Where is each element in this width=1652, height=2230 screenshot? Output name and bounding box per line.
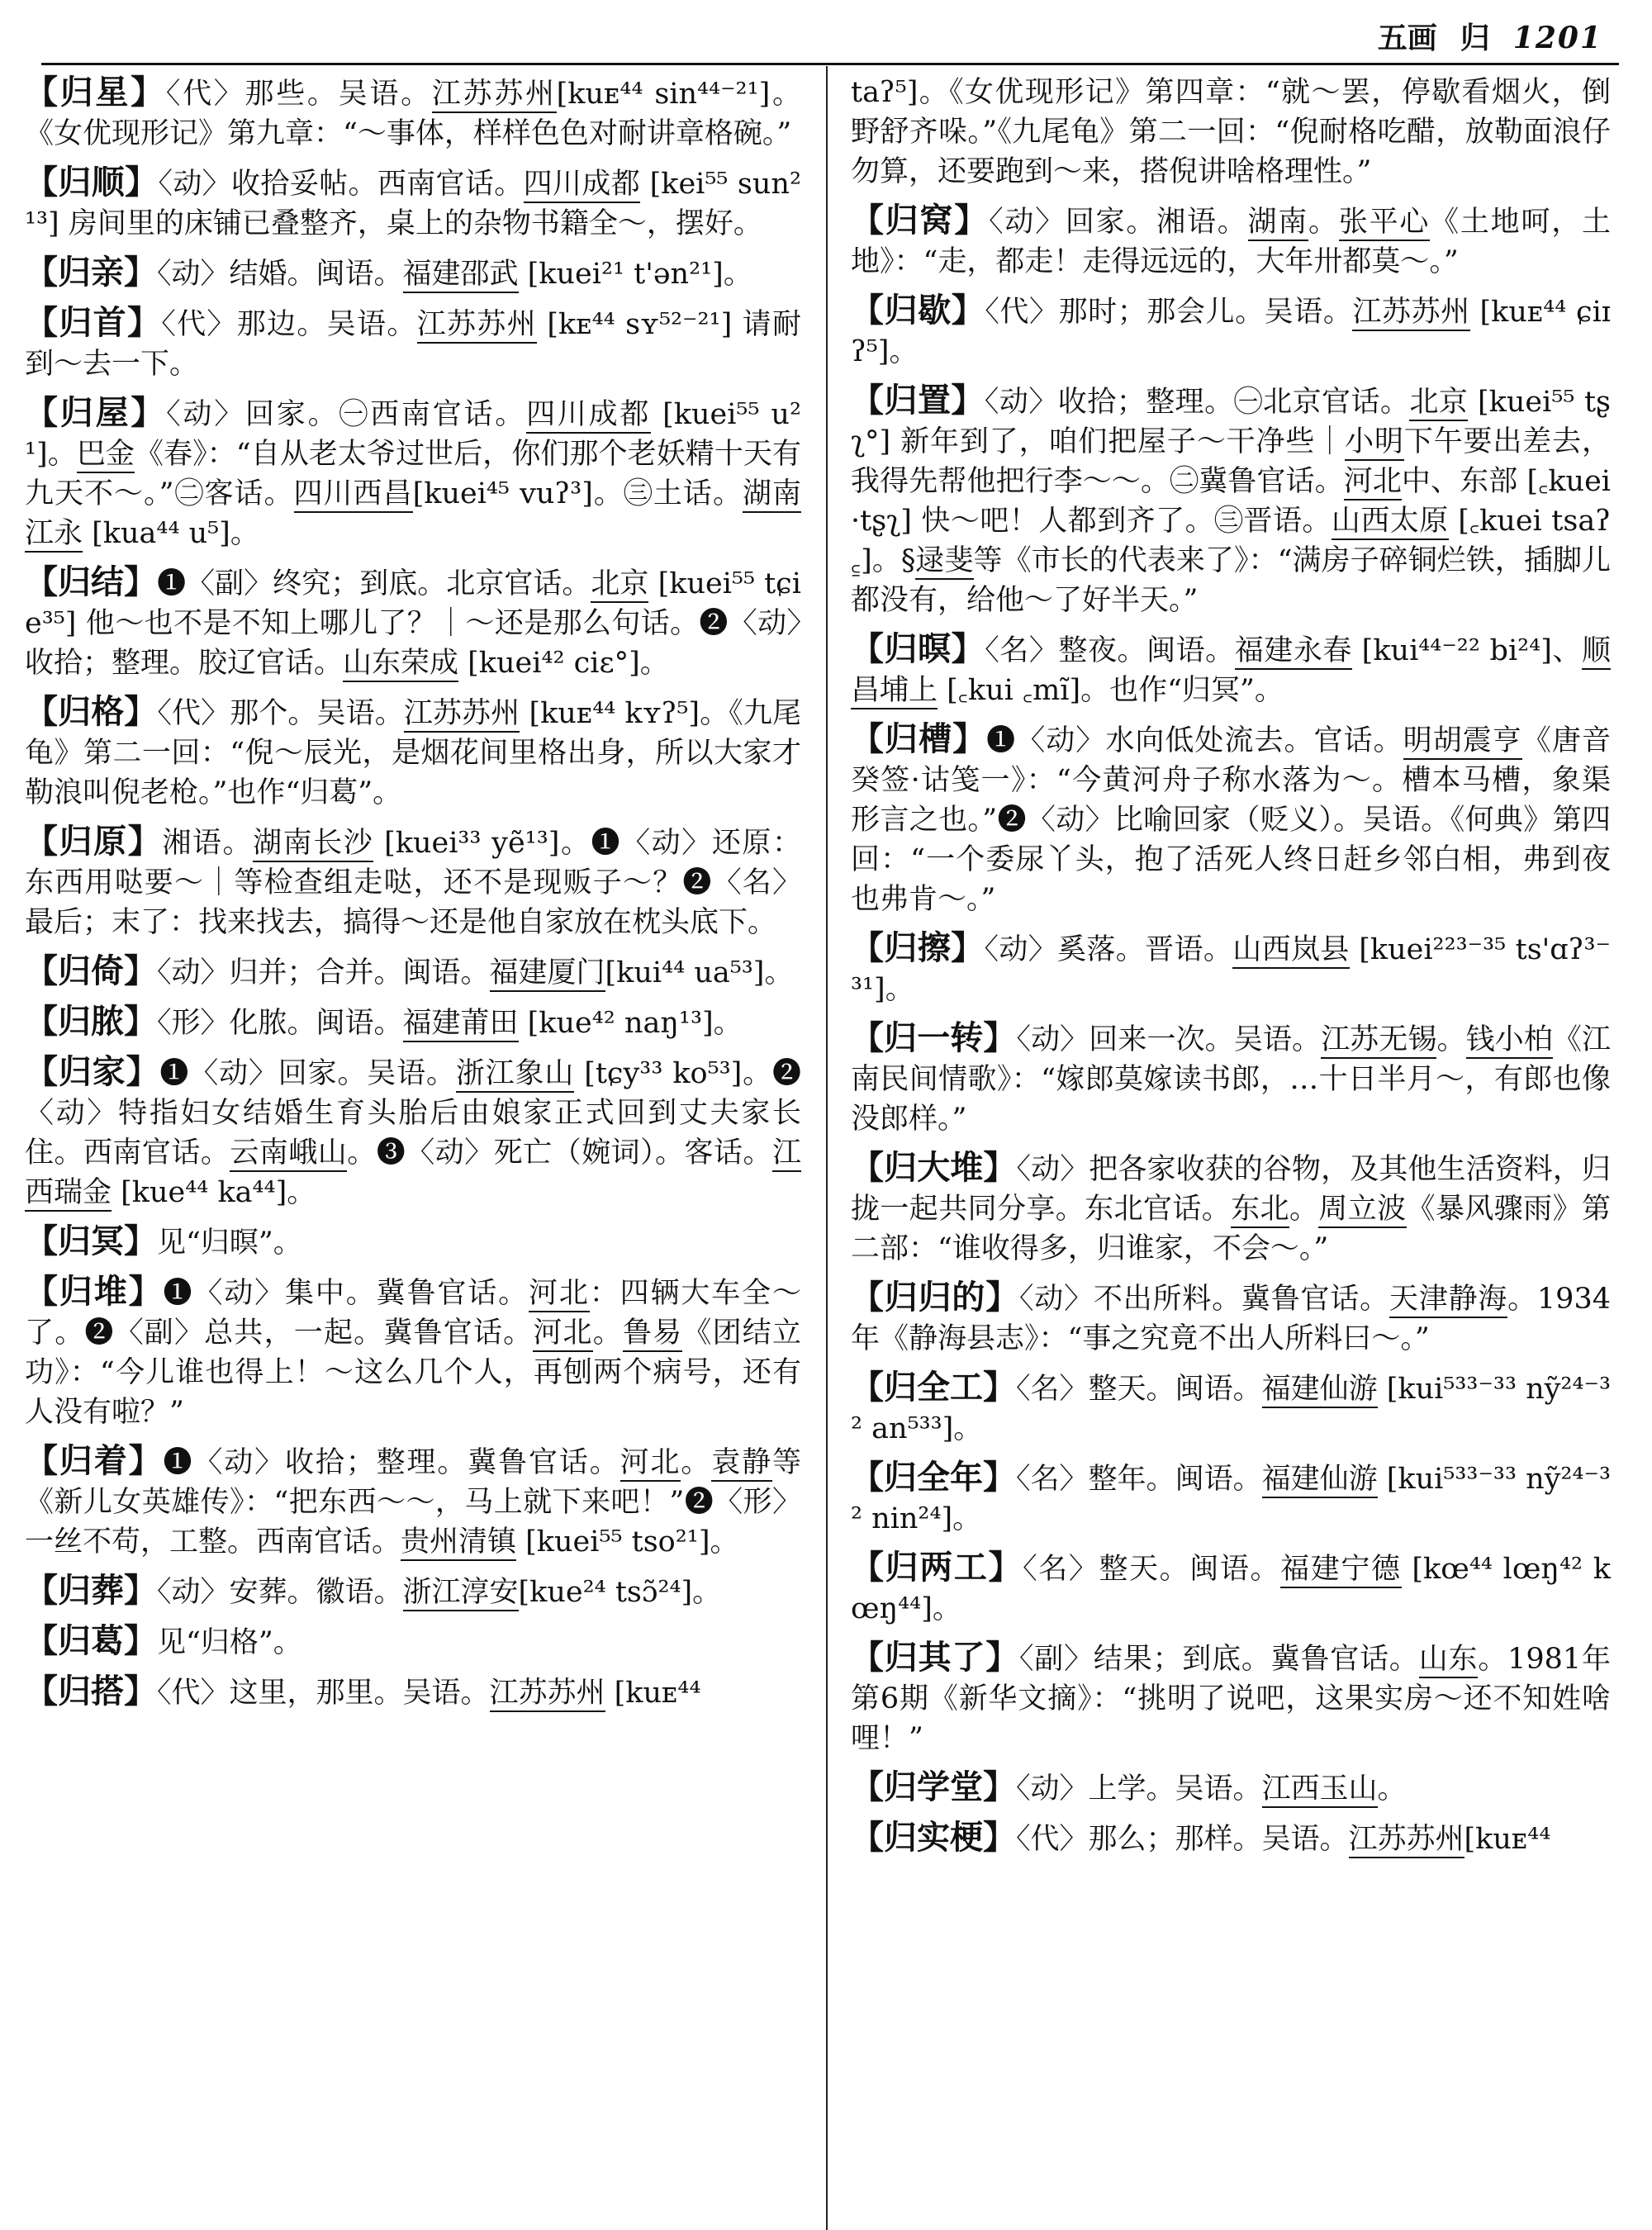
underlined-place-name: 巴金 [77, 438, 135, 473]
header-rule [41, 63, 1619, 65]
entry-text: [kui⁵³³⁻³³ nỹ²⁴⁻³² an⁵³³]。 [851, 1373, 1611, 1445]
entry-headword: 【归结】 [25, 562, 158, 601]
underlined-place-name: 袁静 [711, 1446, 772, 1482]
entry-text: 见“归暝”。 [157, 1226, 302, 1260]
dictionary-entry [25, 303, 801, 384]
dictionary-entry [25, 73, 801, 154]
dictionary-entry [851, 1458, 1611, 1539]
entry-text: [kue²⁴ tsɔ̃²⁴]。 [518, 1576, 722, 1609]
entry-headword: 【归堆】 [25, 1272, 164, 1311]
entry-text: 《土地呵，土地》：“走，都走！走得远远的，大年卅都莫～。” [851, 206, 1611, 278]
underlined-place-name: 江西瑞金 [25, 1136, 801, 1212]
underlined-place-name: 福建莆田 [403, 1007, 519, 1042]
entry-text: 见“归格”。 [157, 1626, 302, 1659]
underlined-place-name: 四川西昌 [294, 477, 413, 513]
entry-headword: 【归顺】 [25, 163, 159, 202]
underlined-place-name: 湖南 [1248, 206, 1309, 241]
entry-headword: 【归亲】 [25, 253, 157, 292]
underlined-place-name: 山东 [1419, 1643, 1479, 1678]
entry-text: 〈动〉结婚。闽语。 [157, 258, 403, 291]
dictionary-entry [25, 951, 801, 993]
underlined-place-name: 张平心 [1339, 206, 1430, 241]
dictionary-entry [25, 163, 801, 244]
entry-text: ❶〈动〉集中。冀鲁官话。 [163, 1277, 529, 1310]
entry-text: [kuᴇ⁴⁴ [1464, 1823, 1551, 1856]
entry-text: 〈代〉这里，那里。吴语。 [157, 1677, 490, 1710]
entry-text: 。 [681, 1446, 712, 1479]
dictionary-entry [25, 1621, 801, 1663]
underlined-place-name: 明 [1403, 724, 1433, 760]
entry-text: 《春》：“自从老太爷过世后，你们那个老妖精十天有九天不～。”㊁客话。 [25, 438, 801, 510]
entry-text: [kᴇ⁴⁴ sʏ⁵²⁻²¹] 请耐到～去一下。 [25, 308, 802, 381]
entry-headword: 【归归的】 [851, 1278, 1019, 1317]
dictionary-entry [851, 629, 1611, 710]
dictionary-entry [851, 291, 1611, 372]
dictionary-entry [851, 1818, 1611, 1859]
underlined-place-name: 北京 [1409, 386, 1468, 421]
entry-headword: 【归着】 [25, 1441, 164, 1480]
underlined-place-name: 福建仙游 [1262, 1373, 1378, 1408]
dictionary-entry [851, 381, 1611, 620]
entry-text: [kuei⁴⁵ vuʔ³]。㊂土话。 [412, 477, 743, 510]
entry-headword: 【归家】 [25, 1052, 160, 1091]
entry-text: 〈动〉安葬。徽语。 [157, 1576, 403, 1609]
underlined-place-name: 山西岚县 [1232, 933, 1349, 969]
section-label: 五画 [1377, 21, 1437, 55]
entry-headword: 【归葬】 [25, 1571, 157, 1610]
underlined-place-name: 福建仙游 [1262, 1463, 1378, 1498]
entry-headword: 【归暝】 [851, 629, 985, 668]
underlined-place-name: 福建宁德 [1280, 1553, 1401, 1588]
page-number: 1201 [1512, 21, 1602, 55]
entry-headword: 【归置】 [851, 381, 985, 420]
underlined-place-name: 山西太原 [1332, 505, 1449, 540]
entry-text: 《暴风骤雨》第二部：“谁收得多，归谁家，不会～。” [851, 1193, 1611, 1265]
entry-text: 〈名〉整天。闽语。 [1016, 1373, 1262, 1406]
right-column [851, 73, 1611, 1868]
entry-text: ❶〈动〉回家。吴语。 [159, 1057, 456, 1090]
dictionary-entry [25, 822, 801, 942]
entry-text: ❶〈副〉终究；到底。北京官话。 [157, 567, 591, 600]
entry-headword: 【归实梗】 [851, 1818, 1016, 1857]
underlined-place-name: 浙江淳安 [403, 1576, 519, 1611]
underlined-place-name: 湖南长沙 [253, 827, 373, 862]
entry-text: 中、东部 [꜀kuei ·tʂʅ] 快～吧！人都到齐了。㊂晋语。 [851, 465, 1611, 538]
underlined-place-name: 贵州清镇 [401, 1525, 516, 1561]
entry-text: 。1934年《静海县志》：“事之究竟不出人所料曰～。” [851, 1283, 1611, 1355]
entry-text: 〈名〉整年。闽语。 [1016, 1463, 1262, 1496]
underlined-place-name: 鲁易 [623, 1317, 682, 1352]
entry-headword: 【归屋】 [25, 393, 167, 432]
entry-text: 〈动〉回家。湘语。 [989, 206, 1248, 239]
entry-text: [kuei⁵⁵ tʂʅ°] 新年到了，咱们把屋子～干净些｜ [851, 386, 1611, 458]
underlined-place-name: 北京 [591, 567, 648, 603]
entry-text: 〈动〉回来一次。吴语。 [1016, 1023, 1322, 1056]
underlined-place-name: 江苏无锡 [1321, 1023, 1436, 1059]
entry-text: 湘语。 [162, 827, 254, 860]
entry-text: 〈动〉奚落。晋语。 [984, 933, 1233, 966]
entry-text: [kuei⁵⁵ tɕie³⁵] 他～也不是不知上哪儿了？｜～还是那么句话。❷〈动〉收拾；整理。胶辽官话。 [25, 567, 801, 680]
entry-text: 。1981年第6期《新华文摘》：“挑明了说吧，这果实房～还不知姓啥哩！” [851, 1643, 1611, 1755]
entry-text: [kuei⁴² ciɛ°]。 [458, 647, 669, 680]
entry-text: 〈名〉整夜。闽语。 [985, 634, 1235, 667]
entry-headword: 【归全工】 [851, 1368, 1017, 1407]
dictionary-entry [25, 393, 801, 553]
entry-text: [kue⁴² naŋ¹³]。 [518, 1007, 743, 1040]
underlined-place-name: 云南峨山 [230, 1136, 347, 1172]
underlined-place-name: 江西玉山 [1262, 1772, 1378, 1808]
underlined-place-name: 河北 [529, 1277, 590, 1312]
dictionary-entry [25, 1672, 801, 1713]
entry-text: taʔ⁵]。《女优现形记》第四章：“就～罢，停歇看烟火，倒野舒齐哚。”《九尾龟》第二一回：“倪耐格吃醋，放勒面浪仔勿算，还要跑到～来，搭倪讲啥格理性。” [851, 76, 1611, 188]
entry-text: 《唐音癸签·诂笺一》：“今黄河舟子称水落为～。槽本马槽，象渠形言之也。”❷〈动〉比喻回家（贬义）。吴语。《何典》第四回：“一个委尿丫头，抱了活死人终日赶乡邻白相，弗到夜也弗肯～。” [851, 724, 1611, 916]
entry-text: [kuᴇ⁴⁴ [605, 1677, 701, 1710]
dictionary-entry [25, 253, 801, 294]
left-column [25, 73, 801, 1722]
underlined-place-name: 顺昌埔上 [851, 634, 1611, 709]
dictionary-entry [851, 73, 1611, 192]
column-divider [826, 66, 828, 2230]
dictionary-entry [851, 1638, 1611, 1758]
underlined-place-name: 河北 [533, 1317, 592, 1352]
entry-text: 〈代〉那么；那样。吴语。 [1016, 1823, 1349, 1856]
entry-text: [kuei²¹ t'ən²¹]。 [518, 258, 752, 291]
entry-text: ：四辆大车全～了。❷〈副〉总共，一起。冀鲁官话。 [25, 1277, 801, 1350]
entry-text: ❶〈动〉收拾；整理。冀鲁官话。 [163, 1446, 620, 1479]
entry-text: [kœ⁴⁴ lœŋ⁴² kœŋ⁴⁴]。 [851, 1553, 1611, 1625]
entry-text: [kei⁵⁵ sun²¹³] 房间里的床铺已叠整齐，桌上的杂物书籍全～，摆好。 [25, 168, 801, 240]
entry-text: 《江南民间情歌》：“嫁郎莫嫁读书郎，…十日半月～，有郎也像没郎样。” [851, 1023, 1611, 1136]
entry-headword: 【归葛】 [25, 1621, 157, 1660]
underlined-place-name: 江苏苏州 [404, 697, 520, 733]
dictionary-entry [25, 692, 801, 813]
dictionary-entry [25, 1002, 801, 1043]
entry-headword: 【归首】 [25, 303, 162, 342]
underlined-place-name: 山东荣成 [343, 647, 458, 682]
page-header [1256, 15, 1602, 56]
entry-text: [kui⁴⁴ ua⁵³]。 [605, 956, 794, 989]
underlined-place-name: 江苏苏州 [417, 308, 537, 344]
underlined-place-name: 湖南江永 [25, 477, 801, 553]
underlined-place-name: 四川成都 [524, 168, 640, 203]
entry-text: 下午要出差去，我得先帮他把行李～～。㊁冀鲁官话。 [851, 425, 1611, 498]
entry-text: [kuᴇ⁴⁴ sin⁴⁴⁻²¹]。《女优现形记》第九章：“～事体，样样色色对耐讲章格碗。” [25, 78, 801, 150]
section-char: 归 [1460, 21, 1490, 55]
underlined-place-name: 天津静海 [1389, 1283, 1507, 1318]
underlined-place-name: 河北 [620, 1446, 681, 1482]
entry-text: [kuᴇ⁴⁴ kʏʔ⁵]。《九尾龟》第二一回：“倪～辰光，是烟花间里格出身，所以大家才勒浪叫倪老枪。”也作“归葛”。 [25, 697, 801, 809]
entry-headword: 【归槽】 [851, 719, 987, 758]
underlined-place-name: 浙江象山 [456, 1057, 574, 1093]
entry-headword: 【归擦】 [851, 928, 985, 967]
entry-headword: 【归格】 [25, 692, 158, 731]
entry-text: 等《新儿女英雄传》：“把东西～～，马上就下来吧！”❷〈形〉一丝不苟，工整。西南官话。 [25, 1446, 801, 1559]
entry-text: 。 [592, 1317, 623, 1350]
dictionary-entry [851, 1548, 1611, 1629]
entry-text: 〈副〉结果；到底。冀鲁官话。 [1019, 1643, 1419, 1676]
dictionary-entry [25, 562, 801, 683]
entry-text: [tɕy³³ ko⁵³]。❷〈动〉特指妇女结婚生育头胎后由娘家正式回到丈夫家长住。西南官话。 [25, 1057, 801, 1170]
entry-text: 〈代〉那边。吴语。 [161, 308, 417, 341]
underlined-place-name: 胡震亨 [1433, 724, 1522, 760]
entry-text: 〈动〉上学。吴语。 [1016, 1772, 1262, 1805]
underlined-place-name: 小明 [1345, 425, 1404, 461]
entry-text: 。 [1289, 1193, 1319, 1226]
entry-text: [꜀kui ꜀mĩ]。也作“归冥”。 [938, 674, 1284, 707]
entry-text: 〈代〉那些。吴语。 [165, 78, 432, 111]
entry-text: 〈动〉收拾；整理。㊀北京官话。 [984, 386, 1410, 419]
entry-headword: 【归歇】 [851, 291, 985, 330]
underlined-place-name: 河北 [1344, 465, 1402, 501]
entry-text: 〈形〉化脓。闽语。 [157, 1007, 403, 1040]
underlined-place-name: 福建邵武 [403, 258, 519, 293]
entry-text: 〈动〉收拾妥帖。西南官话。 [158, 168, 524, 201]
underlined-place-name: 江苏苏州 [1352, 296, 1469, 331]
entry-text: [kui⁴⁴⁻²² bi²⁴]、 [1351, 634, 1582, 667]
dictionary-entry [25, 1571, 801, 1612]
dictionary-entry [25, 1222, 801, 1263]
entry-text: [kue⁴⁴ ka⁴⁴]。 [112, 1176, 316, 1209]
entry-text: 〈动〉把各家收获的谷物，及其他生活资料，归拢一起共同分享。东北官话。 [851, 1153, 1611, 1226]
underlined-place-name: 福建厦门 [490, 956, 605, 992]
entry-headword: 【归脓】 [25, 1002, 157, 1041]
entry-text: 。❸〈动〉死亡（婉词）。客话。 [347, 1136, 772, 1170]
entry-text: [kua⁴⁴ u⁵]。 [83, 517, 259, 550]
underlined-place-name: 江苏苏州 [432, 78, 557, 113]
entry-text: 。 [1308, 206, 1339, 239]
dictionary-entry [851, 1368, 1611, 1449]
entry-text: 〈代〉那个。吴语。 [157, 697, 404, 730]
entry-text: 。 [1377, 1772, 1407, 1805]
entry-headword: 【归大堆】 [851, 1148, 1017, 1187]
entry-headword: 【归原】 [25, 822, 163, 861]
underlined-place-name: 东北 [1231, 1193, 1289, 1228]
entry-text: [kuᴇ⁴⁴ ɕiɪʔ⁵]。 [851, 296, 1611, 368]
entry-text: [kuei⁵⁵ tso²¹]。 [516, 1525, 739, 1559]
dictionary-entry [851, 1278, 1611, 1359]
entry-text: 〈动〉回家。㊀西南官话。 [166, 398, 527, 431]
entry-text: 。 [1436, 1023, 1466, 1056]
entry-text: [꜀kuei tsaʔ꜁]。§ [851, 505, 1611, 577]
entry-headword: 【归搭】 [25, 1672, 157, 1710]
entry-headword: 【归窝】 [851, 201, 990, 240]
entry-text: [kui⁵³³⁻³³ nỹ²⁴⁻³² nin²⁴]。 [851, 1463, 1611, 1535]
entry-headword: 【归两工】 [851, 1548, 1023, 1587]
underlined-place-name: 江苏苏州 [490, 1677, 605, 1712]
entry-headword: 【归其了】 [851, 1638, 1019, 1677]
underlined-place-name: 钱小柏 [1466, 1023, 1553, 1059]
underlined-place-name: 四川成都 [526, 398, 651, 434]
entry-text: 〈动〉不出所料。冀鲁官话。 [1019, 1283, 1389, 1316]
dictionary-entry [851, 1767, 1611, 1809]
entry-text: 〈动〉归并；合并。闽语。 [157, 956, 490, 989]
underlined-place-name: 福建永春 [1235, 634, 1352, 670]
entry-headword: 【归倚】 [25, 951, 157, 990]
entry-text: [kuei⁵⁵ u²¹]。 [25, 398, 801, 471]
dictionary-entry [851, 928, 1611, 1009]
dictionary-entry [25, 1441, 801, 1562]
dictionary-entry [25, 1272, 801, 1432]
entry-text: 〈名〉整天。闽语。 [1023, 1553, 1281, 1586]
entry-headword: 【归冥】 [25, 1222, 157, 1260]
entry-text: [kuei²²³⁻³⁵ ts'ɑʔ³⁻³¹]。 [851, 933, 1611, 1006]
entry-headword: 【归一转】 [851, 1018, 1017, 1057]
dictionary-entry [851, 1148, 1611, 1269]
entry-text: [kuei³³ yẽ¹³]。❶〈动〉还原：东西用哒要～｜等检查组走哒，还不是现贩子～？❷〈名〉最后；末了：找来找去，搞得～还是他自家放在枕头底下。 [25, 827, 801, 939]
dictionary-entry [851, 201, 1611, 282]
dictionary-entry [25, 1052, 801, 1212]
entry-headword: 【归星】 [25, 73, 166, 112]
entry-text: ❶〈动〉水向低处流去。官话。 [986, 724, 1403, 757]
underlined-place-name: 逯斐 [915, 544, 973, 580]
dictionary-entry [851, 719, 1611, 919]
entry-text: 〈代〉那时；那会儿。吴语。 [985, 296, 1353, 329]
entry-text: 《团结立功》：“今儿谁也得上！～这么几个人，再刨两个病号，还有人没有啦？” [25, 1317, 801, 1429]
underlined-place-name: 江苏苏州 [1349, 1823, 1464, 1858]
underlined-place-name: 周立波 [1318, 1193, 1406, 1228]
entry-text: 等《市长的代表来了》：“满房子碎铜烂铁，插脚儿都没有，给他～了好半天。” [851, 544, 1611, 617]
entry-headword: 【归全年】 [851, 1458, 1017, 1497]
entry-headword: 【归学堂】 [851, 1767, 1016, 1806]
dictionary-entry [851, 1018, 1611, 1139]
